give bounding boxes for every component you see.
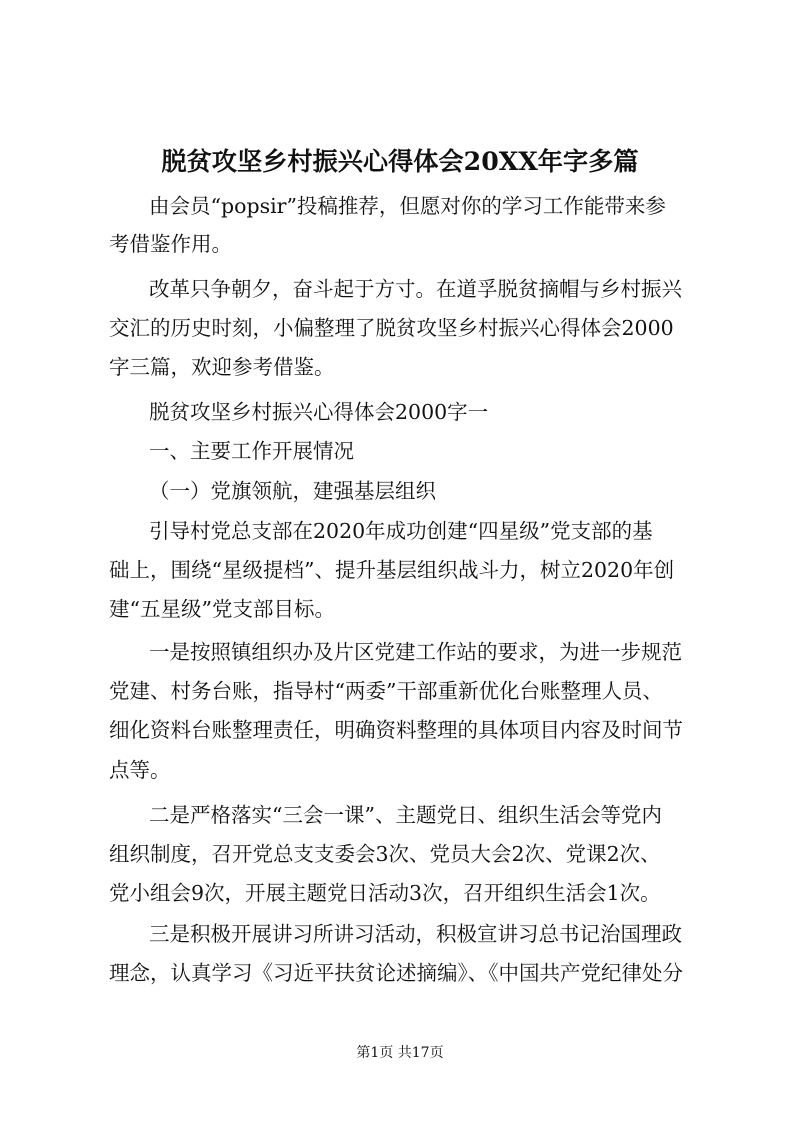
paragraph-7-line-4: 点等。 (109, 758, 171, 782)
paragraph-6-line-3: 建“五星级”党支部目标。 (109, 597, 335, 621)
page-number-footer: 第1页 共17页 (356, 1045, 444, 1061)
paragraph-8-line-1: 二是严格落实“三会一课”、主题党日、组织生活会等党内 (149, 803, 662, 827)
paragraph-9-line-2: 理念，认真学习《习近平扶贫论述摘编》、《中国共产党纪律处分 (109, 961, 683, 985)
paragraph-1-line-2: 考借鉴作用。 (109, 232, 232, 256)
paragraph-8-line-3: 党小组会9次，开展主题党日活动3次，召开组织生活会1次。 (109, 881, 661, 905)
section-heading: 一、主要工作开展情况 (149, 439, 354, 463)
paragraph-7-line-1: 一是按照镇组织办及片区党建工作站的要求，为进一步规范 (149, 640, 682, 664)
paragraph-2-line-1: 改革只争朝夕，奋斗起于方寸。在道孚脱贫摘帽与乡村振兴 (149, 277, 682, 301)
paragraph-1-line-1: 由会员“popsir”投稿推荐，但愿对你的学习工作能带来参 (149, 194, 666, 218)
paragraph-9-line-1: 三是积极开展讲习所讲习活动，积极宣讲习总书记治国理政 (149, 922, 682, 946)
paragraph-2-line-3: 字三篇，欢迎参考借鉴。 (109, 355, 335, 379)
subsection-heading: （一）党旗领航，建强基层组织 (149, 479, 436, 503)
paragraph-8-line-2: 组织制度，召开党总支支委会3次、党员大会2次、党课2次、 (109, 842, 661, 866)
paragraph-3-line-1: 脱贫攻坚乡村振兴心得体会2000字一 (149, 400, 489, 424)
paragraph-7-line-3: 细化资料台账整理责任，明确资料整理的具体项目内容及时间节 (109, 718, 683, 742)
paragraph-6-line-2: 础上，围绕“星级提档”、提升基层组织战斗力，树立2020年创 (109, 558, 675, 582)
paragraph-7-line-2: 党建、村务台账，指导村“两委”干部重新优化台账整理人员、 (109, 679, 663, 703)
document-title: 脱贫攻坚乡村振兴心得体会20XX年字多篇 (161, 146, 639, 176)
paragraph-2-line-2: 交汇的历史时刻，小偏整理了脱贫攻坚乡村振兴心得体会2000 (109, 316, 674, 340)
paragraph-6-line-1: 引导村党总支部在2020年成功创建“四星级”党支部的基 (149, 519, 653, 543)
